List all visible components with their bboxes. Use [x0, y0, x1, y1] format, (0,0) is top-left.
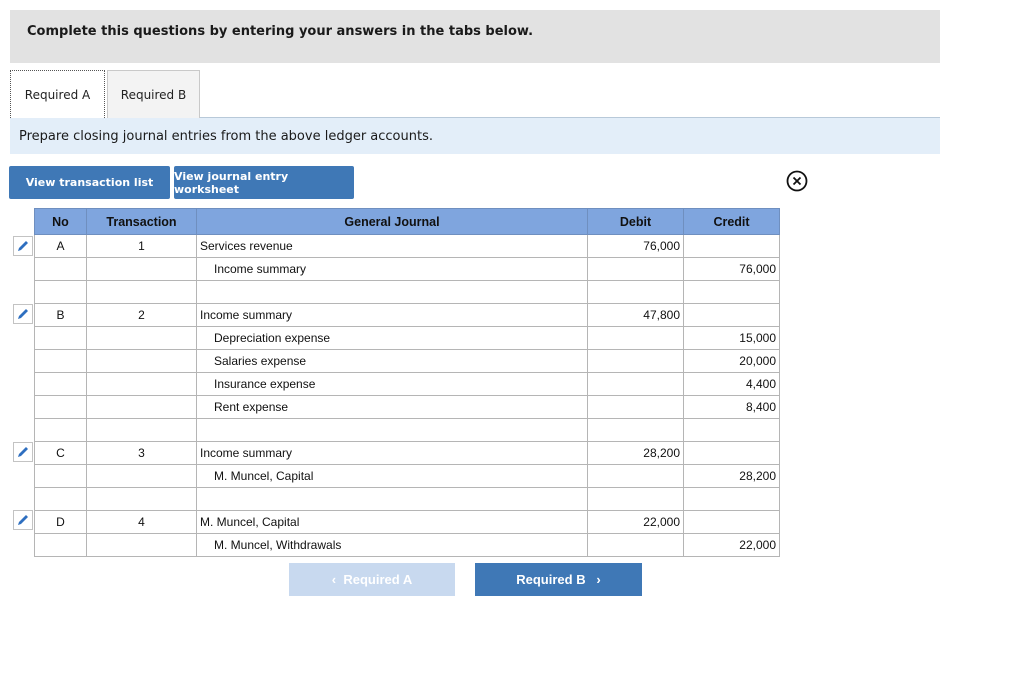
cell-no [35, 350, 87, 373]
table-row [35, 350, 780, 373]
cell-credit[interactable]: 28,200 [684, 465, 780, 488]
account-text: M. Muncel, Capital [214, 469, 314, 483]
cell-debit[interactable] [588, 488, 684, 511]
cell-credit[interactable] [684, 488, 780, 511]
cell-transaction [87, 465, 197, 488]
account-text: Rent expense [214, 400, 289, 414]
cell-debit[interactable]: 22,000 [588, 511, 684, 534]
table-row [35, 373, 780, 396]
cell-no: A [35, 235, 87, 258]
account-text: Depreciation expense [214, 331, 331, 345]
view-journal-entry-worksheet-button[interactable]: View journal entry worksheet [174, 166, 354, 199]
cell-debit[interactable] [588, 350, 684, 373]
cell-transaction [87, 281, 197, 304]
cell-credit[interactable]: 76,000 [684, 258, 780, 281]
instruction-bar [10, 118, 940, 154]
next-required-b-button[interactable] [475, 563, 642, 596]
cell-debit[interactable] [588, 258, 684, 281]
instructions-header [10, 10, 940, 63]
cell-transaction: 4 [87, 511, 197, 534]
table-row [35, 534, 780, 557]
cell-debit[interactable] [588, 465, 684, 488]
table-row [35, 258, 780, 281]
cell-no [35, 258, 87, 281]
general-journal-table [34, 208, 780, 557]
header-title: Complete this questions by entering your answers in the tabs below. [27, 24, 534, 39]
cell-no [35, 465, 87, 488]
close-circle-icon[interactable] [786, 170, 808, 192]
edit-entry-b-button[interactable] [13, 304, 33, 324]
cell-account[interactable] [197, 304, 588, 327]
cell-debit[interactable]: 28,200 [588, 442, 684, 465]
edit-entry-c-button[interactable] [13, 442, 33, 462]
cell-debit[interactable] [588, 327, 684, 350]
table-row [35, 304, 780, 327]
col-credit: Credit [684, 209, 780, 235]
cell-account[interactable] [197, 488, 588, 511]
table-row [35, 419, 780, 442]
pencil-icon [16, 239, 30, 253]
table-header-row [35, 209, 780, 235]
cell-account[interactable] [197, 396, 588, 419]
cell-transaction [87, 396, 197, 419]
cell-debit[interactable] [588, 534, 684, 557]
account-text: Insurance expense [214, 377, 316, 391]
account-text: Income summary [200, 446, 293, 460]
col-general-journal: General Journal [197, 209, 588, 235]
cell-account[interactable] [197, 258, 588, 281]
cell-credit[interactable] [684, 419, 780, 442]
cell-transaction: 2 [87, 304, 197, 327]
col-no: No [35, 209, 87, 235]
cell-transaction: 3 [87, 442, 197, 465]
cell-debit[interactable] [588, 281, 684, 304]
edit-entry-a-button[interactable] [13, 236, 33, 256]
cell-account[interactable] [197, 419, 588, 442]
cell-credit[interactable] [684, 511, 780, 534]
pencil-icon [16, 513, 30, 527]
cell-credit[interactable] [684, 304, 780, 327]
cell-transaction: 1 [87, 235, 197, 258]
cell-debit[interactable] [588, 396, 684, 419]
table-row [35, 511, 780, 534]
cell-credit[interactable]: 20,000 [684, 350, 780, 373]
cell-account[interactable] [197, 373, 588, 396]
prev-required-a-button[interactable] [289, 563, 455, 596]
table-row [35, 281, 780, 304]
cell-debit[interactable]: 76,000 [588, 235, 684, 258]
cell-credit[interactable]: 22,000 [684, 534, 780, 557]
prev-label: Required A [343, 572, 413, 587]
table-row [35, 396, 780, 419]
table-row [35, 488, 780, 511]
cell-credit[interactable]: 8,400 [684, 396, 780, 419]
cell-account[interactable] [197, 465, 588, 488]
account-text: M. Muncel, Capital [200, 515, 300, 529]
col-debit: Debit [588, 209, 684, 235]
cell-transaction [87, 534, 197, 557]
cell-account[interactable] [197, 235, 588, 258]
pencil-icon [16, 307, 30, 321]
cell-no [35, 327, 87, 350]
cell-no [35, 396, 87, 419]
cell-transaction [87, 350, 197, 373]
chevron-right-icon: › [596, 572, 601, 587]
edit-entry-d-button[interactable] [13, 510, 33, 530]
next-label: Required B [516, 572, 586, 587]
table-row [35, 465, 780, 488]
table-row [35, 442, 780, 465]
account-text: Income summary [200, 308, 293, 322]
cell-debit[interactable] [588, 419, 684, 442]
account-text: Income summary [214, 262, 307, 276]
account-text: M. Muncel, Withdrawals [214, 538, 342, 552]
account-text: Salaries expense [214, 354, 307, 368]
cell-transaction [87, 488, 197, 511]
cell-no [35, 488, 87, 511]
cell-account[interactable] [197, 442, 588, 465]
cell-account[interactable] [197, 511, 588, 534]
cell-credit[interactable] [684, 235, 780, 258]
table-row [35, 327, 780, 350]
tab-required-b[interactable]: Required B [107, 70, 200, 118]
cell-transaction [87, 419, 197, 442]
tab-required-a[interactable]: Required A [10, 70, 105, 118]
table-row [35, 235, 780, 258]
cell-no [35, 281, 87, 304]
cell-account[interactable] [197, 281, 588, 304]
cell-credit[interactable] [684, 442, 780, 465]
cell-account[interactable] [197, 327, 588, 350]
cell-no [35, 534, 87, 557]
pencil-icon [16, 445, 30, 459]
cell-no: C [35, 442, 87, 465]
cell-debit[interactable] [588, 373, 684, 396]
view-transaction-list-button[interactable]: View transaction list [9, 166, 170, 199]
cell-transaction [87, 258, 197, 281]
cell-transaction [87, 373, 197, 396]
col-transaction: Transaction [87, 209, 197, 235]
cell-no [35, 419, 87, 442]
account-text: Services revenue [200, 239, 293, 253]
cell-transaction [87, 327, 197, 350]
cell-no: B [35, 304, 87, 327]
cell-credit[interactable]: 15,000 [684, 327, 780, 350]
chevron-left-icon: ‹ [331, 572, 337, 587]
cell-debit[interactable]: 47,800 [588, 304, 684, 327]
cell-account[interactable] [197, 350, 588, 373]
instruction-text: Prepare closing journal entries from the above ledger accounts. [19, 129, 433, 144]
cell-credit[interactable]: 4,400 [684, 373, 780, 396]
cell-no [35, 373, 87, 396]
cell-no: D [35, 511, 87, 534]
cell-account[interactable] [197, 534, 588, 557]
cell-credit[interactable] [684, 281, 780, 304]
